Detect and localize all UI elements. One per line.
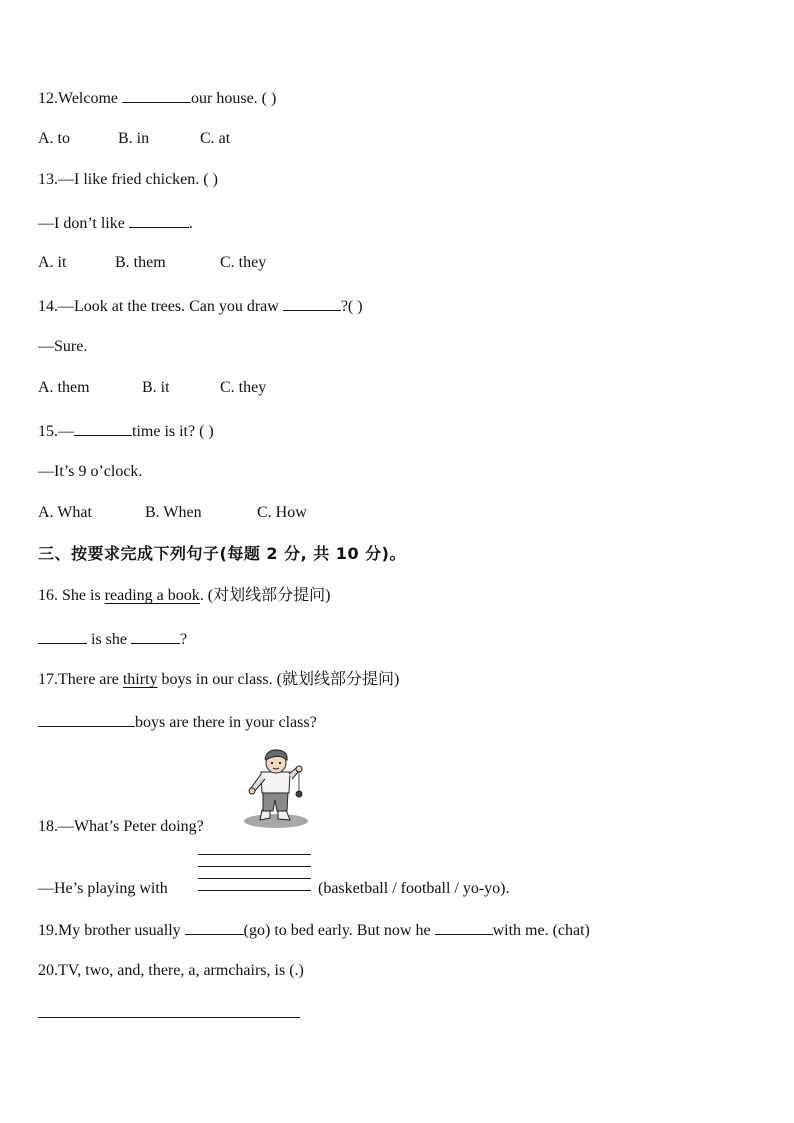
q13-reply-suffix: . xyxy=(188,215,193,232)
q20-stem: 20.TV, two, and, there, a, armchairs, is (.) xyxy=(38,962,304,979)
boy-playing-yo-yo-picture xyxy=(244,748,316,830)
q16-answer-blank-2[interactable] xyxy=(131,628,180,644)
q13-options xyxy=(38,253,266,273)
q18-reply-choices: (basketball / football / yo-yo). xyxy=(318,880,510,897)
q19-suffix: with me. (chat) xyxy=(492,922,590,939)
q16-answer-blank-1[interactable] xyxy=(38,628,87,644)
q15-option-c: C. How xyxy=(257,504,307,521)
q16-answer-end: ? xyxy=(180,631,188,648)
q13-answer-blank[interactable] xyxy=(129,212,189,228)
q16-answer-line xyxy=(38,628,187,650)
q14-stem-prefix: 14.—Look at the trees. Can you draw xyxy=(38,298,283,315)
q15-answer-blank[interactable] xyxy=(74,420,132,436)
q17-stem xyxy=(38,670,399,690)
q18-answer-line-4[interactable] xyxy=(198,890,311,891)
q16-answer-mid: is she xyxy=(91,631,131,648)
q18-answer-line-3[interactable] xyxy=(198,878,311,879)
q13-option-b: B. them xyxy=(115,254,166,271)
q15-stem-suffix: time is it? ( ) xyxy=(132,423,214,440)
q15-stem-prefix: 15.— xyxy=(38,423,74,440)
q12-option-b: B. in xyxy=(118,130,150,147)
q17-prefix: 17.There are xyxy=(38,671,123,688)
q12-answer-blank[interactable] xyxy=(122,87,191,103)
q12-stem xyxy=(38,87,276,109)
q13-reply xyxy=(38,212,193,234)
section-3-heading: 三、按要求完成下列句子(每题 2 分, 共 10 分)。 xyxy=(38,544,406,563)
q14-option-c: C. they xyxy=(220,379,267,396)
q13-option-a: A. it xyxy=(38,254,67,271)
q15-stem xyxy=(38,420,214,442)
q18-stem: 18.—What’s Peter doing? xyxy=(38,818,204,835)
q15-options xyxy=(38,503,307,523)
q13-reply-prefix: —I don’t like xyxy=(38,215,129,232)
q16-suffix: . (对划线部分提问) xyxy=(199,587,331,604)
q12-prefix: 12.Welcome xyxy=(38,90,123,107)
q17-underlined-word: thirty xyxy=(122,671,158,688)
q17-answer-blank[interactable] xyxy=(38,711,135,727)
q14-stem xyxy=(38,295,363,317)
q16-underlined-phrase: reading a book xyxy=(104,587,200,604)
q19-stem xyxy=(38,919,590,941)
q17-suffix: boys in our class. (就划线部分提问) xyxy=(157,671,400,688)
q19-prefix: 19.My brother usually xyxy=(38,922,185,939)
q17-answer-line xyxy=(38,711,317,733)
q19-mid: (go) to bed early. But now he xyxy=(243,922,435,939)
q14-reply: —Sure. xyxy=(38,338,88,355)
q16-prefix: 16. She is xyxy=(38,587,105,604)
q16-stem xyxy=(38,586,330,606)
q18-reply-prefix: —He’s playing with xyxy=(38,880,168,897)
q13-stem: 13.—I like fried chicken. ( ) xyxy=(38,171,218,188)
q12-options xyxy=(38,129,230,149)
q14-options xyxy=(38,378,266,398)
q12-option-a: A. to xyxy=(38,130,70,147)
q13-option-c: C. they xyxy=(220,254,267,271)
q14-stem-suffix: ?( ) xyxy=(340,298,363,315)
q15-option-a: A. What xyxy=(38,504,92,521)
q19-answer-blank-2[interactable] xyxy=(435,919,493,935)
q14-option-a: A. them xyxy=(38,379,90,396)
q12-option-c: C. at xyxy=(200,130,231,147)
q18-answer-line-2[interactable] xyxy=(198,866,311,867)
q20-answer-line[interactable] xyxy=(38,1017,300,1018)
q19-answer-blank-1[interactable] xyxy=(185,919,244,935)
q18-answer-line-1[interactable] xyxy=(198,854,311,855)
q15-reply: —It’s 9 o’clock. xyxy=(38,463,143,480)
q15-option-b: B. When xyxy=(145,504,202,521)
q14-answer-blank[interactable] xyxy=(283,295,341,311)
q17-answer-suffix: boys are there in your class? xyxy=(135,714,317,731)
q12-suffix: our house. ( ) xyxy=(191,90,277,107)
q14-option-b: B. it xyxy=(142,379,170,396)
